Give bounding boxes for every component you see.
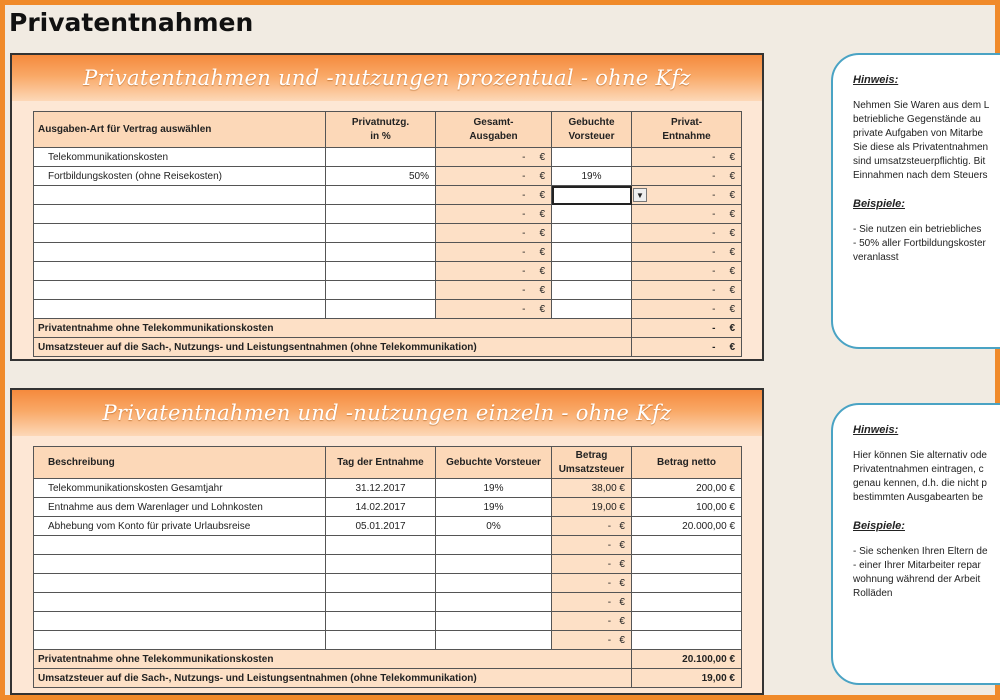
cell-beschreibung[interactable]: Telekommunikationskosten Gesamtjahr [34,479,326,498]
cell-betrag-ust: - € [552,574,632,593]
hint-line: Rolläden [853,588,893,599]
col-header-entnahme: Privat- Entnahme [632,112,742,148]
cell-entnahme-dash: - [712,303,716,315]
cell-betrag-netto[interactable]: 200,00 € [632,479,742,498]
sum-row [34,338,742,357]
cell-entnahme-dash: - [712,227,716,239]
cell-entnahme-eur: € [729,170,735,182]
hint-line: private Aufgaben von Mitarbe [853,128,984,139]
cell-gesamt [436,167,552,186]
cell-prozent[interactable] [326,243,436,262]
sum-dash: - [712,341,716,353]
cell-gesamt-dash: - [522,246,526,258]
panel-einzeln [10,388,764,695]
sum-label: Umsatzsteuer auf die Sach-, Nutzungs- und Leistungsentnahmen (ohne Telekommunikation) [34,338,632,357]
cell-vorsteuer[interactable]: 19% [552,167,632,186]
col-header-vorsteuer: Gebuchte Vorsteuer [552,112,632,148]
cell-gesamt [436,186,552,205]
cell-beschreibung[interactable] [34,574,326,593]
hint-line: - einer Ihrer Mitarbeiter repar [853,560,981,571]
cell-entnahme [632,224,742,243]
cell-art[interactable] [34,224,326,243]
cell-entnahme [632,281,742,300]
cell-gesamt-eur: € [539,284,545,296]
table-row [34,517,742,536]
cell-gesamt [436,224,552,243]
dropdown-arrow-icon[interactable]: ▼ [633,188,647,202]
cell-beschreibung[interactable] [34,555,326,574]
cell-betrag-netto[interactable]: 100,00 € [632,498,742,517]
cell-gesamt-eur: € [539,170,545,182]
cell-art[interactable] [34,205,326,224]
hint-line: sind umsatzsteuerpflichtig. Bit [853,156,986,167]
cell-gesamt-eur: € [539,189,545,201]
cell-prozent[interactable] [326,281,436,300]
sum-eur: € [729,341,735,353]
hint-line: genau kennen, d.h. die nicht p [853,478,987,489]
cell-betrag-ust: - € [552,517,632,536]
cell-gesamt [436,243,552,262]
col-header-privatnutzung: Privatnutzg. in % [326,112,436,148]
panel-einzeln-header: Privatentnahmen und -nutzungen einzeln - ohne Kfz [12,390,762,436]
cell-beschreibung[interactable] [34,536,326,555]
sum-row [34,669,742,688]
cell-prozent[interactable] [326,148,436,167]
cell-art[interactable] [34,243,326,262]
cell-prozent[interactable] [326,262,436,281]
table-row [34,498,742,517]
cell-gebuchte-vorsteuer[interactable]: 19% [436,479,552,498]
cell-entnahme-dash: - [712,265,716,277]
cell-gesamt-dash: - [522,284,526,296]
cell-entnahme-eur: € [729,208,735,220]
cell-vorsteuer[interactable] [552,186,644,205]
cell-gesamt-eur: € [539,151,545,163]
sum-row [34,319,742,338]
cell-gesamt-dash: - [522,303,526,315]
cell-entnahme-eur: € [729,284,735,296]
table-row [34,167,742,186]
cell-beschreibung[interactable]: Entnahme aus dem Warenlager und Lohnkosten [34,498,326,517]
cell-gebuchte-vorsteuer[interactable] [436,555,552,574]
sum-label: Umsatzsteuer auf die Sach-, Nutzungs- und Leistungsentnahmen (ohne Telekommunikation) [34,669,632,688]
table-row [34,262,742,281]
cell-entnahme-eur: € [729,189,735,201]
table-row [34,300,742,319]
cell-entnahme-dash: - [712,189,716,201]
cell-gesamt-dash: - [522,151,526,163]
cell-betrag-ust: - € [552,536,632,555]
cell-art[interactable]: Telekommunikationskosten [34,148,326,167]
table-row [34,205,742,224]
hint-examples-heading: Beispiele: [853,520,905,532]
table-prozentual [33,111,742,357]
cell-betrag-netto[interactable] [632,631,742,650]
table-row [34,574,742,593]
cell-tag[interactable]: 14.02.2017 [326,498,436,517]
hint-line: wohnung während der Arbeit [853,574,981,585]
cell-art[interactable] [34,186,326,205]
sum-value [632,319,742,338]
cell-vorsteuer[interactable] [552,243,632,262]
cell-gebuchte-vorsteuer[interactable] [436,593,552,612]
cell-gesamt-eur: € [539,208,545,220]
cell-gesamt-eur: € [539,246,545,258]
cell-art[interactable] [34,281,326,300]
cell-entnahme [632,186,742,205]
hint-line: - Sie schenken Ihren Eltern de [853,546,988,557]
table-row [34,243,742,262]
cell-gesamt-eur: € [539,227,545,239]
cell-gesamt-dash: - [522,189,526,201]
hint-heading: Hinweis: [853,424,899,436]
cell-betrag-ust: 19,00 € [552,498,632,517]
sum-value: 20.100,00 € [632,650,742,669]
cell-entnahme-eur: € [729,227,735,239]
cell-prozent[interactable] [326,186,436,205]
cell-beschreibung[interactable]: Abhebung vom Konto für private Urlaubsreise [34,517,326,536]
table-einzeln [33,446,742,688]
cell-entnahme [632,243,742,262]
cell-prozent[interactable] [326,205,436,224]
table-row [34,631,742,650]
table-row [34,281,742,300]
cell-betrag-ust: 38,00 € [552,479,632,498]
cell-art[interactable] [34,300,326,319]
hint-line: Nehmen Sie Waren aus dem L [853,100,990,111]
hint-line: - Sie nutzen ein betriebliches [853,224,982,235]
cell-betrag-netto[interactable] [632,593,742,612]
cell-entnahme-dash: - [712,284,716,296]
hint-line: Einnahmen nach dem Steuers [853,170,988,181]
panel-prozentual-header: Privatentnahmen und -nutzungen prozentual - ohne Kfz [12,55,762,101]
col-header-betrag-netto: Betrag netto [632,447,742,479]
cell-tag[interactable] [326,555,436,574]
panel-prozentual [10,53,764,361]
cell-entnahme [632,262,742,281]
cell-gesamt-dash: - [522,265,526,277]
col-header-art: Ausgaben-Art für Vertrag auswählen [34,112,326,148]
cell-tag[interactable] [326,612,436,631]
sum-value: 19,00 € [632,669,742,688]
table-row [34,593,742,612]
cell-gesamt [436,300,552,319]
cell-vorsteuer[interactable] [552,205,632,224]
cell-gebuchte-vorsteuer[interactable] [436,574,552,593]
hint-line: veranlasst [853,252,899,263]
cell-entnahme-eur: € [729,265,735,277]
cell-entnahme-dash: - [712,170,716,182]
cell-vorsteuer[interactable] [552,262,632,281]
cell-entnahme [632,300,742,319]
cell-gesamt-dash: - [522,170,526,182]
col-header-tag: Tag der Entnahme [326,447,436,479]
cell-tag[interactable]: 05.01.2017 [326,517,436,536]
sum-row [34,650,742,669]
table-row [34,186,742,205]
sum-label: Privatentnahme ohne Telekommunikationskosten [34,319,632,338]
cell-betrag-netto[interactable]: 20.000,00 € [632,517,742,536]
hint-line: Hier können Sie alternativ ode [853,450,987,461]
hint-line: Privatentnahmen eintragen, c [853,464,984,475]
cell-entnahme-dash: - [712,246,716,258]
cell-vorsteuer[interactable] [552,281,632,300]
cell-vorsteuer[interactable] [552,148,632,167]
col-header-gesamt: Gesamt- Ausgaben [436,112,552,148]
sum-eur: € [729,322,735,334]
cell-gebuchte-vorsteuer[interactable] [436,612,552,631]
sum-label: Privatentnahme ohne Telekommunikationskosten [34,650,632,669]
cell-prozent[interactable] [326,300,436,319]
table-row [34,536,742,555]
cell-gebuchte-vorsteuer[interactable]: 19% [436,498,552,517]
cell-prozent[interactable] [326,224,436,243]
cell-gebuchte-vorsteuer[interactable] [436,631,552,650]
hint-examples-heading: Beispiele: [853,198,905,210]
cell-tag[interactable] [326,593,436,612]
cell-betrag-ust: - € [552,612,632,631]
cell-entnahme [632,148,742,167]
table-row [34,555,742,574]
cell-beschreibung[interactable] [34,612,326,631]
table-row [34,479,742,498]
cell-entnahme-dash: - [712,151,716,163]
hint-line: - 50% aller Fortbildungskoster [853,238,986,249]
cell-vorsteuer[interactable] [552,224,632,243]
col-header-gebuchte-vorsteuer: Gebuchte Vorsteuer [436,447,552,479]
cell-tag[interactable] [326,574,436,593]
cell-gesamt [436,262,552,281]
cell-gesamt-eur: € [539,303,545,315]
cell-entnahme-dash: - [712,208,716,220]
col-header-betrag-ust: Betrag Umsatzsteuer [552,447,632,479]
cell-betrag-netto[interactable] [632,574,742,593]
sum-value [632,338,742,357]
cell-betrag-netto[interactable] [632,555,742,574]
sum-dash: - [712,322,716,334]
cell-entnahme-eur: € [729,246,735,258]
cell-tag[interactable]: 31.12.2017 [326,479,436,498]
table-row [34,148,742,167]
cell-gebuchte-vorsteuer[interactable] [436,536,552,555]
cell-beschreibung[interactable] [34,631,326,650]
cell-gesamt [436,205,552,224]
cell-gesamt-eur: € [539,265,545,277]
hint-line: Sie diese als Privatentnahmen [853,142,989,153]
hint-box-einzeln [831,403,1000,685]
cell-gesamt-dash: - [522,208,526,220]
cell-betrag-ust: - € [552,593,632,612]
cell-betrag-netto[interactable] [632,612,742,631]
cell-betrag-netto[interactable] [632,536,742,555]
cell-entnahme [632,205,742,224]
cell-betrag-ust: - € [552,555,632,574]
cell-gebuchte-vorsteuer[interactable]: 0% [436,517,552,536]
cell-gesamt [436,148,552,167]
cell-beschreibung[interactable] [34,593,326,612]
cell-prozent[interactable]: 50% [326,167,436,186]
cell-gesamt [436,281,552,300]
cell-tag[interactable] [326,631,436,650]
cell-entnahme [632,167,742,186]
table-row [34,224,742,243]
hint-line: betriebliche Gegenstände au [853,114,981,125]
hint-line: bestimmten Ausgabearten be [853,492,984,503]
hint-box-prozentual [831,53,1000,349]
page-title: Privatentnahmen [9,8,254,37]
cell-art[interactable] [34,262,326,281]
cell-vorsteuer[interactable] [552,300,632,319]
cell-entnahme-eur: € [729,303,735,315]
col-header-beschreibung: Beschreibung [34,447,326,479]
hint-heading: Hinweis: [853,74,899,86]
cell-entnahme-eur: € [729,151,735,163]
cell-tag[interactable] [326,536,436,555]
table-row [34,612,742,631]
cell-art[interactable]: Fortbildungskosten (ohne Reisekosten) [34,167,326,186]
cell-betrag-ust: - € [552,631,632,650]
cell-gesamt-dash: - [522,227,526,239]
